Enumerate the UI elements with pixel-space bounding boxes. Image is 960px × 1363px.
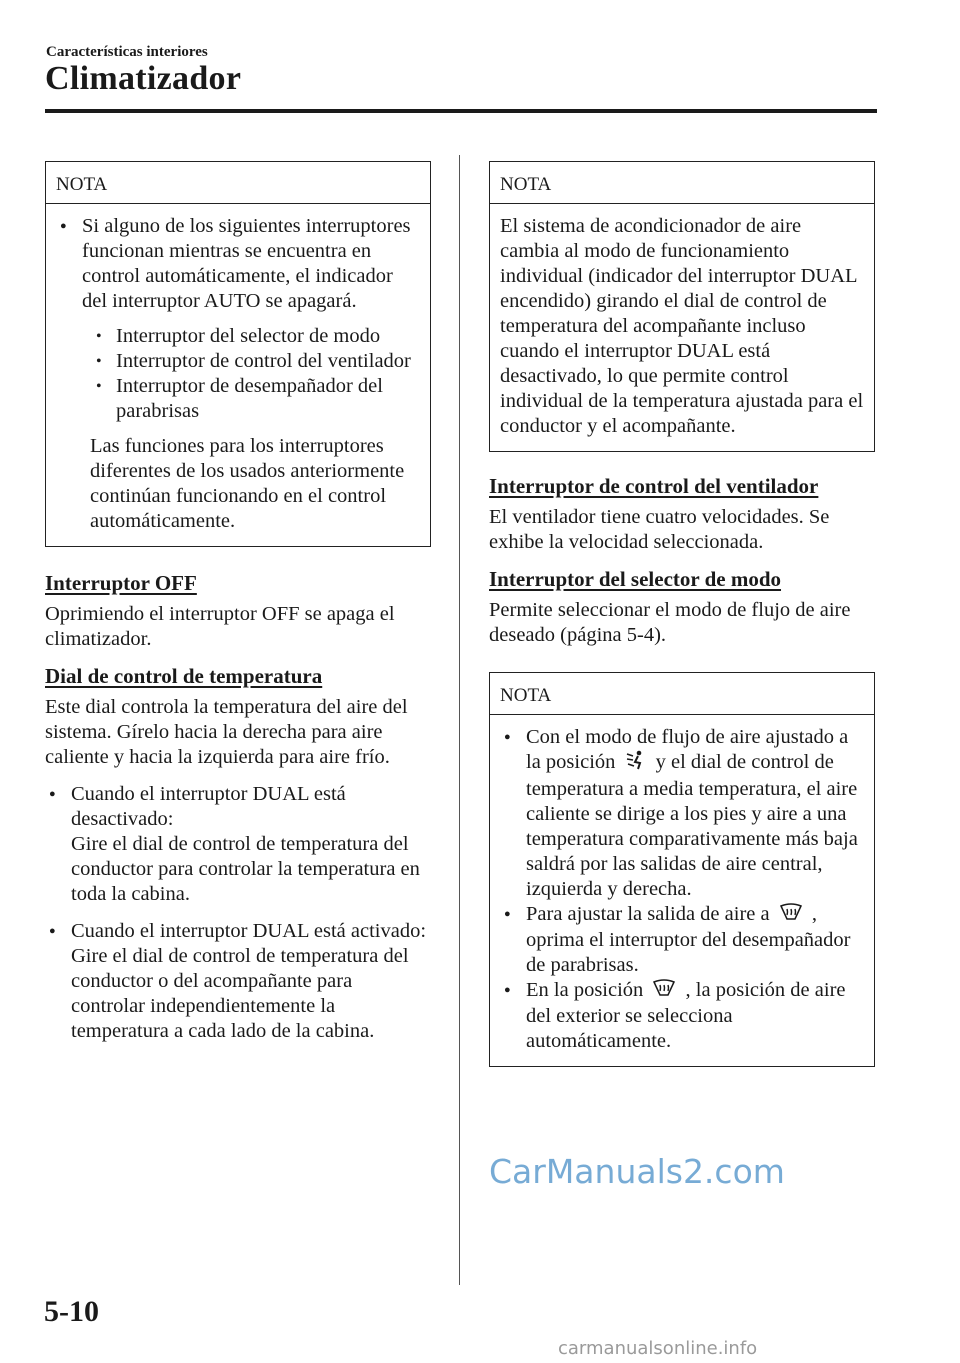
- defroster-icon: [779, 903, 803, 928]
- bullet-text: , oprima el interruptor del desempañador de parabrisas.: [526, 903, 851, 976]
- section-dial: [45, 664, 431, 1044]
- note-box-auto: [45, 161, 431, 547]
- bullet-text: En la posición: [526, 978, 644, 1001]
- note-heading: NOTA: [490, 162, 874, 204]
- defroster-icon: [652, 979, 676, 1004]
- note-box-airflow: [489, 672, 875, 1067]
- bullet-text: , la posición de aire del exterior se selecciona automáticamente.: [526, 978, 846, 1052]
- heading-off: Interruptor OFF: [45, 571, 197, 595]
- dial-bullet-on-text: Gire el dial de control de temperatura del conductor o del acompañante para controlar independientemente la temperatura a cada lado de la cabina.: [71, 945, 409, 1042]
- right-column: [489, 161, 875, 1067]
- note-closing: Las funciones para los interruptores diferentes de los usados anteriormente continúan funcionando en el control automáticamente.: [90, 435, 405, 532]
- note-body: [490, 715, 874, 1066]
- column-divider: [459, 155, 460, 1285]
- bullet-text: Para ajustar la salida de aire a: [526, 903, 770, 925]
- note-heading: NOTA: [490, 673, 874, 715]
- section-mode: [489, 567, 875, 648]
- watermark: CarManuals2.com: [489, 1152, 785, 1191]
- note-body: [490, 204, 874, 451]
- bilevel-foot-icon: [625, 750, 647, 777]
- dial-bullet-off: [45, 782, 431, 907]
- note-box-dual: [489, 161, 875, 452]
- title-rule: [45, 109, 877, 113]
- note-heading: NOTA: [46, 162, 430, 204]
- section-off: [45, 571, 431, 652]
- section-label: Características interiores: [46, 44, 208, 60]
- text-mode: Permite seleccionar el modo de flujo de aire deseado (página 5-4).: [489, 599, 851, 646]
- dial-bullet-off-label: ● Cuando el interruptor DUAL está desactivado:: [71, 783, 346, 830]
- page-title: Climatizador: [45, 60, 242, 97]
- note-bullet-outside-air: [500, 978, 864, 1054]
- heading-fan: Interruptor de control del ventilador: [489, 474, 819, 498]
- page-number: 5-10: [44, 1295, 99, 1328]
- bullet-text: Con el modo de flujo de aire ajustado a la posición: [526, 726, 849, 774]
- sub-item: • Interruptor de desempañador del parabrisas: [56, 374, 420, 424]
- note-bullet: ● Si alguno de los siguientes interruptores funcionan mientras se encuentra en control automáticamente, el indicador del interruptor AUTO se apagará.: [56, 214, 420, 314]
- dial-bullet-on: [45, 919, 431, 1044]
- dial-bullet-off-text: Gire el dial de control de temperatura del conductor para controlar la temperatura en toda la cabina.: [71, 833, 420, 905]
- note-body: [46, 204, 430, 546]
- note-text: El sistema de acondicionador de aire cambia al modo de funcionamiento individual (indicador del interruptor DUAL encendido) girando el dial de control de temperatura del acompañante incluso cuando el interruptor DUAL está desactivado, lo que permite control individual de la temperatura ajustada para el conductor y el acompañante.: [500, 215, 864, 437]
- sub-item: • Interruptor de control del ventilador: [56, 349, 420, 374]
- text-off: Oprimiendo el interruptor OFF se apaga el climatizador.: [45, 603, 395, 650]
- bullet-text: y el dial de control de temperatura a media temperatura, el aire caliente se dirige a los pies y aire a una temperatura comparativamente más baja saldrá por las salidas de aire central, izquierda y derecha.: [526, 751, 858, 900]
- note-bullet-bilevel: [500, 725, 864, 902]
- dial-bullet-on-label: ● Cuando el interruptor DUAL está activado:: [71, 920, 427, 942]
- text-fan: El ventilador tiene cuatro velocidades. Se exhibe la velocidad seleccionada.: [489, 506, 830, 553]
- note-bullet-defrost: [500, 902, 864, 978]
- text-dial: Este dial controla la temperatura del aire del sistema. Gírelo hacia la derecha para aire caliente y hacia la izquierda para aire frío.: [45, 696, 408, 768]
- sub-item: • Interruptor del selector de modo: [56, 324, 420, 349]
- footer-site: carmanualsonline.info: [558, 1338, 758, 1359]
- left-column: [45, 161, 431, 1056]
- heading-mode: Interruptor del selector de modo: [489, 567, 782, 591]
- heading-dial: Dial de control de temperatura: [45, 664, 323, 688]
- section-fan: [489, 474, 875, 555]
